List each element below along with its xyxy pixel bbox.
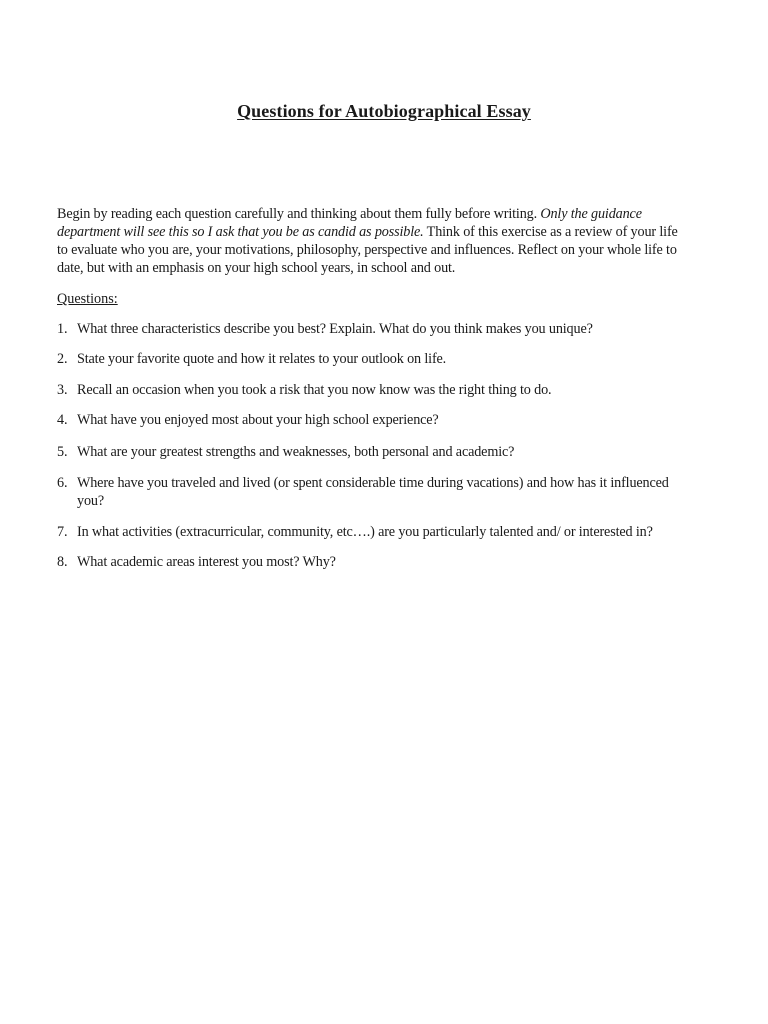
question-text: In what activities (extracurricular, community, etc….) are you particularly talented and/ or interested in? bbox=[77, 524, 653, 540]
question-item bbox=[57, 411, 689, 429]
question-item bbox=[57, 553, 689, 571]
question-item bbox=[57, 320, 689, 338]
question-item bbox=[57, 381, 689, 399]
question-item bbox=[57, 350, 689, 368]
question-text: What three characteristics describe you best? Explain. What do you think makes you unique? bbox=[77, 321, 593, 337]
question-text: State your favorite quote and how it relates to your outlook on life. bbox=[77, 351, 447, 367]
question-number: 3. bbox=[57, 382, 68, 398]
question-item bbox=[57, 443, 689, 461]
intro-text-start: Begin by reading each question carefully and thinking about them fully before writing. bbox=[57, 206, 537, 222]
question-text: Where have you traveled and lived (or spent considerable time during vacations) and how has it influenced you? bbox=[77, 475, 669, 509]
question-item bbox=[57, 474, 689, 510]
question-text: What have you enjoyed most about your high school experience? bbox=[77, 412, 439, 428]
document-title: Questions for Autobiographical Essay bbox=[237, 101, 531, 121]
question-number: 2. bbox=[57, 351, 68, 367]
intro-paragraph bbox=[57, 205, 689, 277]
intro-text-italic: Only the guidance department will see this so I ask that you be as candid as possible. bbox=[57, 206, 642, 240]
question-number: 5. bbox=[57, 444, 68, 460]
question-text: Recall an occasion when you took a risk that you now know was the right thing to do. bbox=[77, 382, 552, 398]
question-text: What are your greatest strengths and weaknesses, both personal and academic? bbox=[77, 444, 515, 460]
intro-text-end: Think of this exercise as a review of your life to evaluate who you are, your motivations, philosophy, perspective and influences. Reflect on your whole life to date, but with an emphasis on your high school years, in school and out. bbox=[57, 224, 678, 276]
question-number: 4. bbox=[57, 412, 68, 428]
question-text: What academic areas interest you most? Why? bbox=[77, 554, 336, 570]
question-number: 6. bbox=[57, 475, 68, 491]
question-item bbox=[57, 523, 689, 541]
questions-heading: Questions: bbox=[57, 291, 118, 307]
question-number: 7. bbox=[57, 524, 68, 540]
question-number: 8. bbox=[57, 554, 68, 570]
question-number: 1. bbox=[57, 321, 68, 337]
